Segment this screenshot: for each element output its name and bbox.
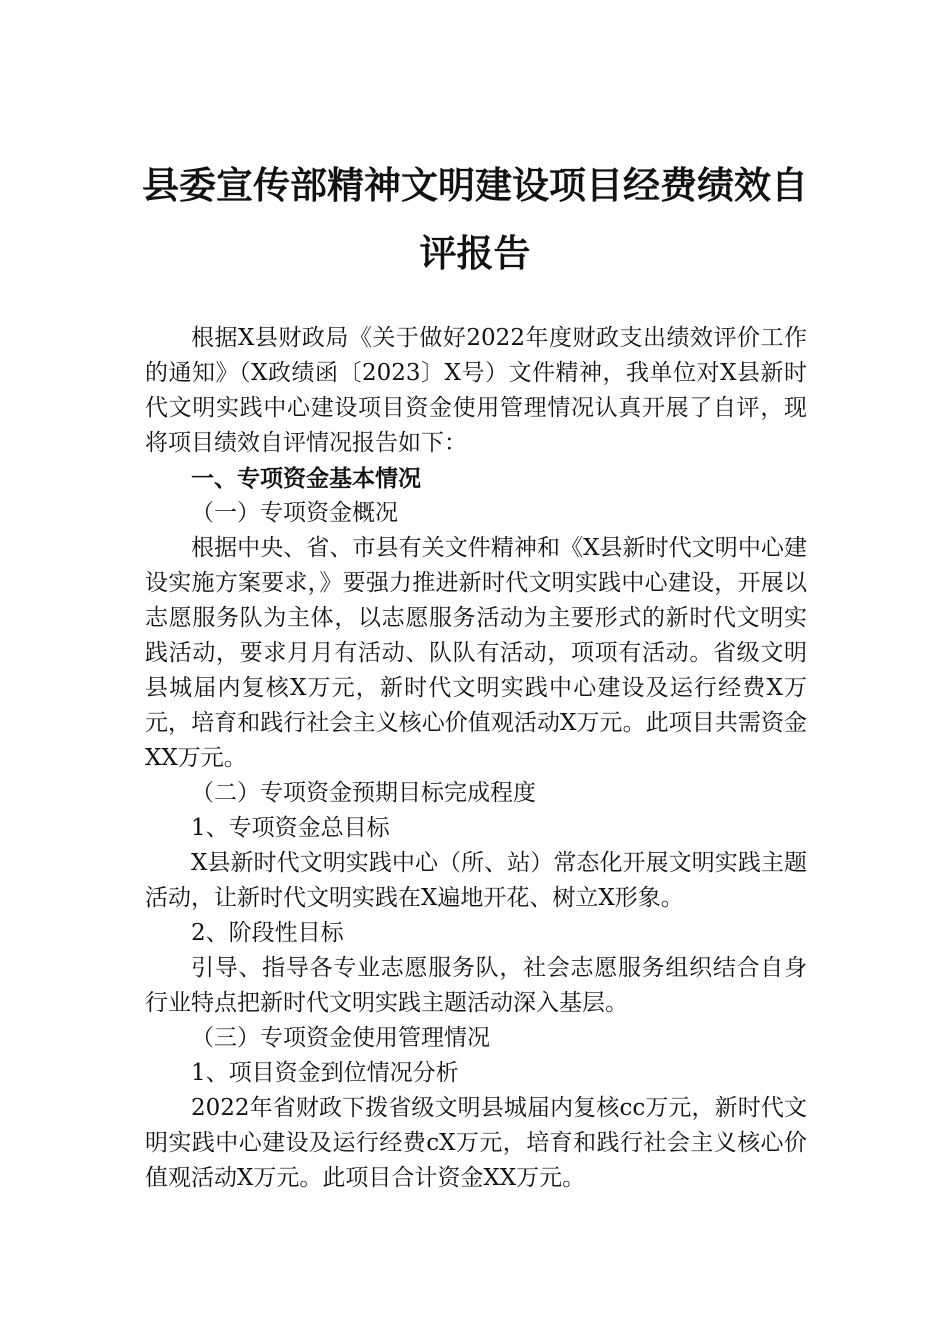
document-body — [145, 321, 807, 1196]
subsection-heading-1: （一）专项资金概况 — [191, 500, 398, 526]
document-title-line-2: 评报告 — [419, 231, 531, 275]
paragraph-stage-goal: 引导、指导各专业志愿服务队，社会志愿服务组织结合自身行业特点把新时代文明实践主题活动深入基层。 — [145, 955, 807, 1016]
section-heading-1: 一、专项资金基本情况 — [191, 465, 421, 492]
item-heading-fund-arrival: 1、项目资金到位情况分析 — [191, 1060, 459, 1086]
subsection-heading-2: （二）专项资金预期目标完成程度 — [191, 780, 536, 806]
paragraph-fund-overview: 根据中央、省、市县有关文件精神和《X县新时代文明中心建设实施方案要求，》要强力推进新时代文明实践中心建设，开展以志愿服务队为主体，以志愿服务活动为主要形式的新时代文明实践活动，要求月月有活动、队队有活动，项项有活动。省级文明县城届内复核X万元，新时代文明实践中心建设及运行经费X万元，培育和践行社会主义核心价值观活动X万元。此项目共需资金XX万元。 — [145, 535, 807, 771]
paragraph-fund-arrival: 2022年省财政下拨省级文明县城届内复核cc万元，新时代文明实践中心建设及运行经费cX万元，培育和践行社会主义核心价值观活动X万元。此项目合计资金XX万元。 — [145, 1095, 807, 1191]
document-title-line-1: 县委宣传部精神文明建设项目经费绩效自 — [142, 163, 808, 207]
item-heading-stage-goal: 2、阶段性目标 — [191, 920, 344, 946]
item-heading-overall-goal: 1、专项资金总目标 — [191, 815, 390, 841]
paragraph-overall-goal: X县新时代文明实践中心（所、站）常态化开展文明实践主题活动，让新时代文明实践在X遍地开花、树立X形象。 — [145, 850, 807, 911]
intro-paragraph: 根据X县财政局《关于做好2022年度财政支出绩效评价工作的通知》（X政绩函〔2023〕X号）文件精神，我单位对X县新时代文明实践中心建设项目资金使用管理情况认真开展了自评，现将项目绩效自评情况报告如下： — [145, 325, 807, 456]
subsection-heading-3: （三）专项资金使用管理情况 — [191, 1025, 490, 1051]
